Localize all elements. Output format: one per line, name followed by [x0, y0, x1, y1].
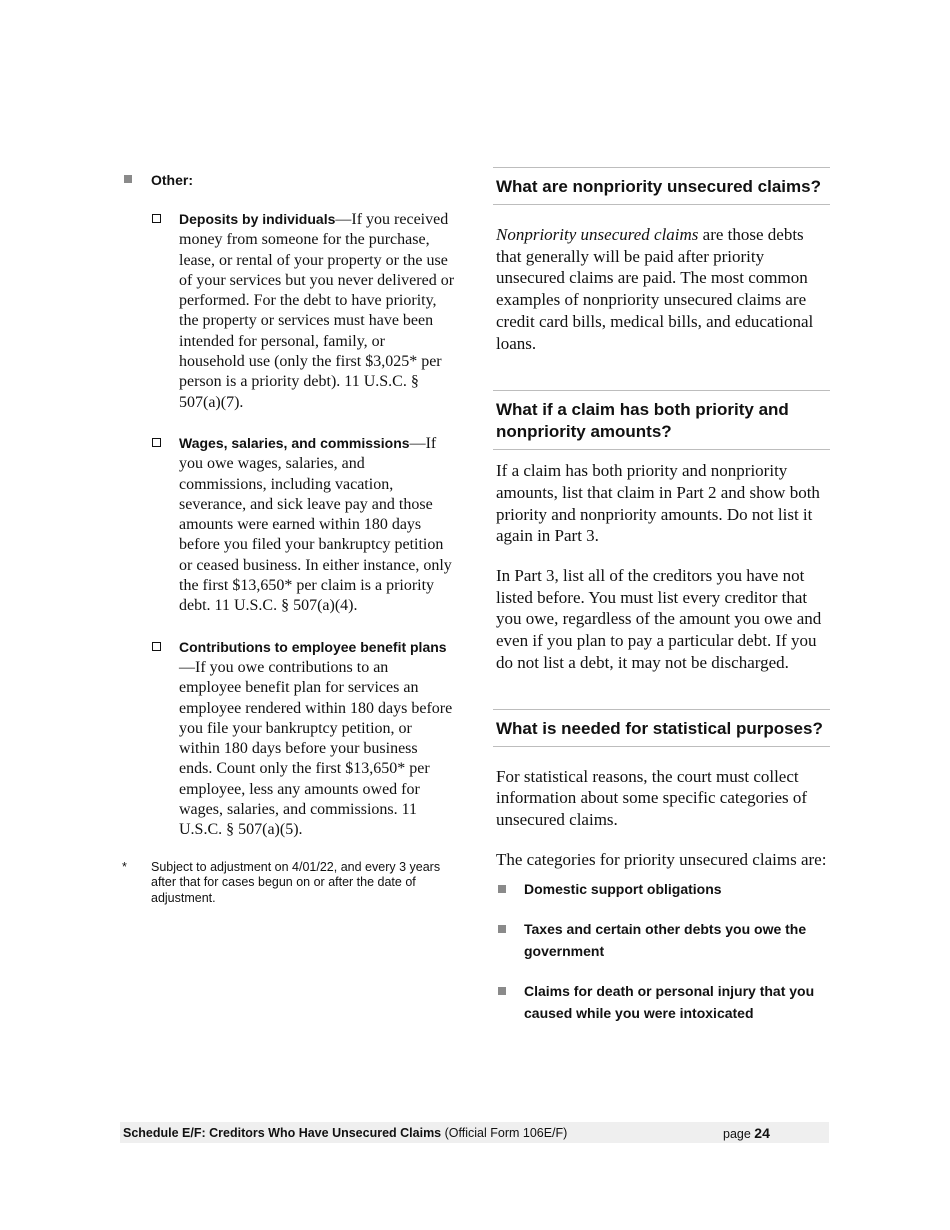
paragraph — [493, 224, 830, 354]
list-item-deposits — [179, 209, 457, 413]
page-label: page — [723, 1127, 755, 1141]
paragraph: The categories for priority unsecured claims are: — [496, 849, 827, 869]
page-indicator — [723, 1125, 770, 1141]
footnote-text: Subject to adjustment on 4/01/22, and every 3 years after that for cases begun on or after the date of adjustment. — [151, 859, 441, 905]
list-item-contributions — [179, 637, 457, 841]
item-lead: Deposits by individuals — [179, 211, 336, 227]
italic-term: Nonpriority unsecured claims — [496, 225, 699, 244]
square-bullet-icon — [498, 925, 506, 933]
checkbox-bullet-icon — [152, 214, 161, 223]
list-item — [493, 878, 830, 900]
item-lead: Contributions to employee benefit plans — [179, 638, 447, 655]
footnote-mark: * — [122, 859, 127, 874]
section-heading: What if a claim has both priority and nonpriority amounts? — [493, 390, 830, 450]
square-bullet-icon — [124, 175, 132, 183]
list-item — [493, 918, 830, 962]
footer-form-title — [123, 1126, 567, 1140]
item-body: —If you owe wages, salaries, and commissions, including vacation, severance, and sick leave pay and those amounts were earned within 180 days before you filed your bankruptcy petition or ceased business. In either instance, only the first $13,650* per claim is a priority debt. 11 U.S.C. § 507(a)(4). — [179, 434, 452, 615]
item-body: —If you received money from someone for the purchase, lease, or rental of your property or the use of your services but you never delivered or performed. For the debt to have priority, the property or services must have been intended for personal, family, or household use (only the first $3,025* per person is a priority debt). 11 U.S.C. § 507(a)(7). — [179, 211, 455, 411]
checkbox-bullet-icon — [152, 642, 161, 651]
item-lead: Wages, salaries, and commissions — [179, 434, 410, 451]
footnote — [122, 860, 457, 907]
page-number: 24 — [754, 1125, 770, 1141]
form-number: (Official Form 106E/F) — [441, 1126, 568, 1140]
paragraph: In Part 3, list all of the creditors you have not listed before. You must list every creditor that you owe, regardless of the amount you owe and even if you plan to pay a particular debt. If you do not list a debt, it may not be discharged. — [496, 566, 822, 672]
other-section-header — [122, 170, 457, 192]
square-bullet-icon — [498, 885, 506, 893]
section-heading: What are nonpriority unsecured claims? — [493, 167, 830, 205]
list-item-label: Domestic support obligations — [524, 881, 722, 898]
paragraph: If a claim has both priority and nonpriority amounts, list that claim in Part 2 and show both priority and nonpriority amounts. Do not list it again in Part 3. — [496, 461, 820, 546]
paragraph: For statistical reasons, the court must collect information about some specific categories of unsecured claims. — [496, 766, 808, 829]
checkbox-bullet-icon — [152, 438, 161, 447]
page-footer — [120, 1122, 829, 1143]
list-item — [493, 980, 830, 1024]
square-bullet-icon — [498, 987, 506, 995]
right-column — [493, 167, 830, 1024]
form-title: Schedule E/F: Creditors Who Have Unsecured Claims — [123, 1126, 442, 1140]
category-list — [493, 878, 830, 1024]
list-item-label: Taxes and certain other debts you owe the government — [524, 921, 807, 960]
left-column — [122, 170, 457, 906]
list-item-wages — [179, 433, 457, 617]
list-item-label: Claims for death or personal injury that you caused while you were intoxicated — [524, 983, 815, 1022]
section-heading: What is needed for statistical purposes? — [493, 709, 830, 747]
other-label: Other: — [151, 172, 193, 188]
paragraph-rest: are those debts that generally will be paid after priority unsecured claims are paid. The most common examples of nonpriority unsecured claims are credit card bills, medical bills, and educational loans. — [496, 225, 814, 353]
item-body: —If you owe contributions to an employee benefit plan for services an employee rendered within 180 days before you file your bankruptcy petition, or within 180 days before your business ends. Count only the first $13,650* per employee, less any amounts owed for wages, salaries, and commissions. 11 U.S.C. § 507(a)(5). — [179, 658, 453, 839]
